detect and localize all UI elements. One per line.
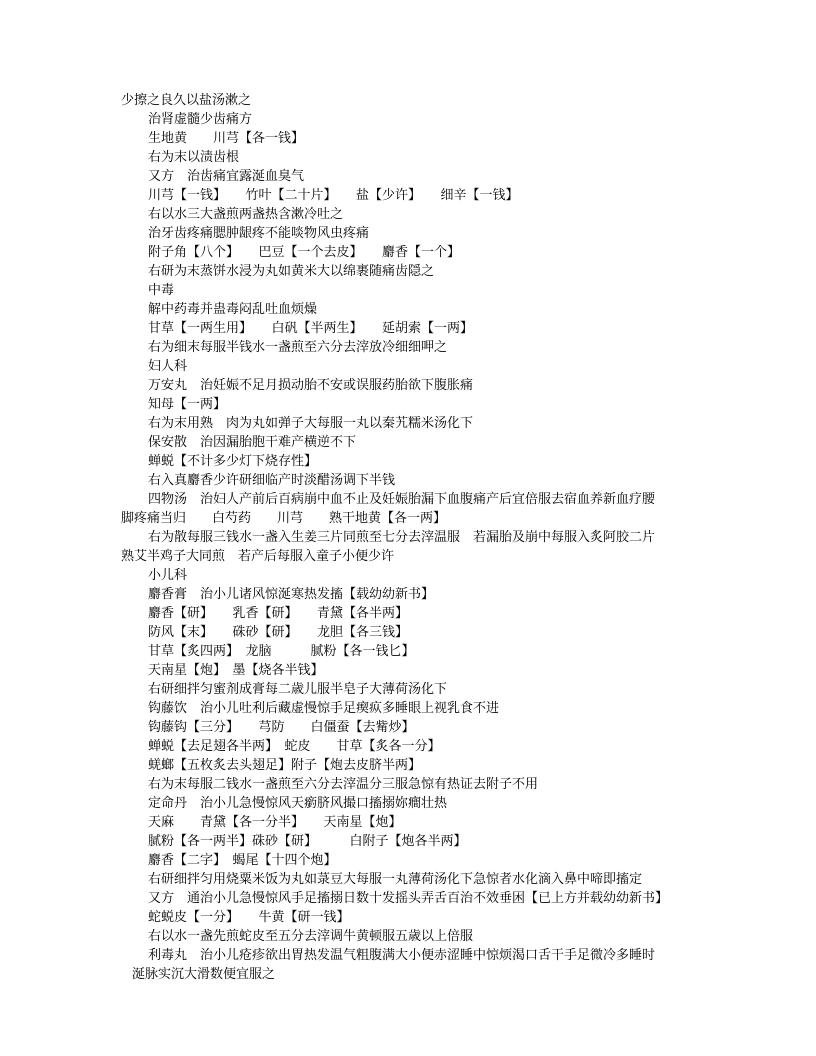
text-line: 解中药毒并蛊毒闷乱吐血烦燥: [148, 302, 318, 317]
text-line: 蝉蜕【去足翅各半两】 蛇皮 甘草【炙各一分】: [148, 739, 441, 754]
text-line: 知母【一两】: [148, 397, 227, 412]
text-line: 钩藤钩【三分】 芎防 白僵蚕【去觜炒】: [148, 720, 415, 735]
text-line: 又方 通治小儿急慢惊风手足搐搦日数十发摇头弄舌百治不效垂困【已上方并载幼幼新书】: [148, 891, 669, 906]
text-line: 附子角【八个】 巴豆【一个去皮】 麝香【一个】: [148, 245, 461, 260]
text-line: 防风【末】 硃砂【研】 龙胆【各三钱】: [148, 625, 409, 640]
document-page: [0, 91, 816, 984]
text-line: 治牙齿疼痛腮肿龈疼不能啖物风虫疼痛: [148, 226, 370, 241]
section-heading: 小儿科: [148, 568, 188, 583]
text-line: 保安散 治因漏胎胞干难产横逆不下: [148, 435, 357, 450]
text-line: 右研为末蒸饼水浸为丸如黄米大以绵裹随痛齿隠之: [148, 264, 435, 279]
text-line: 定命丹 治小儿急慢惊风天瘹脐风撮口搐搦妳癎壮热: [148, 796, 448, 811]
text-line: 甘草【炙四两】 龙脑 腻粉【各一钱匕】: [148, 644, 415, 659]
text-line: 右为末以渍齿根: [148, 150, 240, 165]
text-line: 涎脉实沉大滑数便宜服之: [132, 967, 276, 982]
text-line: 熟艾半鸡子大同煎 若产后每服入童子小便少许: [121, 549, 395, 564]
text-line: 又方 治齿痛宜露涎血臭气: [148, 169, 305, 184]
text-line: 钩藤饮 治小儿吐利后藏虚慢惊手足瘈疭多睡眼上视乳食不进: [148, 701, 500, 716]
text-line: 蛇蜕皮【一分】 牛黄【研一钱】: [148, 910, 350, 925]
text-line: 川芎【一钱】 竹叶【二十片】 盐【少许】 细辛【一钱】: [148, 188, 519, 203]
text-line: 天麻 青黛【各一分半】 天南星【炮】: [148, 815, 402, 830]
text-line: 四物汤 治妇人产前后百病崩中血不止及妊娠胎漏下血腹痛产后宜倍服去宿血养新血疗腰: [148, 492, 656, 507]
text-line: 麝香【研】 乳香【研】 青黛【各半两】: [148, 606, 409, 621]
text-line: 右以水一盏先煎蛇皮至五分去滓调牛黄顿服五歳以上倍服: [148, 929, 474, 944]
text-line: 麝香【二字】 蝎尾【十四个炮】: [148, 853, 337, 868]
text-line: 右为末每服二钱水一盏煎至六分去滓温分三服急惊有热证去附子不用: [148, 777, 539, 792]
text-line: 治肾虚髓少齿痛方: [148, 112, 253, 127]
text-line: 麝香膏 治小儿诸风惊涎寒热发搐【载幼幼新书】: [148, 587, 435, 602]
text-line: 腻粉【各一两半】硃砂【研】 白附子【炮各半两】: [148, 834, 467, 849]
section-heading: 妇人科: [148, 359, 188, 374]
text-line: 少擦之良久以盐汤漱之: [121, 93, 252, 108]
text-line: 蜣螂【五枚炙去头翅足】附子【炮去皮脐半两】: [148, 758, 422, 773]
text-line: 生地黄 川芎【各一钱】: [148, 131, 305, 146]
text-line: 万安丸 治妊娠不足月损动胎不安或误服药胎欲下腹胀痛: [148, 378, 474, 393]
text-line: 甘草【一两生用】 白矾【半两生】 延胡索【一两】: [148, 321, 474, 336]
text-line: 右为散每服三钱水一盏入生姜三片同煎至七分去滓温服 若漏胎及崩中每服入炙阿胶二片: [148, 530, 656, 545]
text-line: 利毒丸 治小儿疮疹欲出胃热发温气粗腹满大小便赤涩睡中惊烦渴口舌干手足微冷多睡时: [148, 948, 656, 963]
text-line: 天南星【炮】 墨【烧各半钱】: [148, 663, 324, 678]
section-heading: 中毒: [148, 283, 175, 298]
text-line: 右入真麝香少许研细临产时淡醋汤调下半钱: [148, 473, 396, 488]
text-line: 脚疼痛当归 白芍药 川芎 熟干地黄【各一两】: [121, 511, 447, 526]
text-line: 右研细拌匀蜜剂成膏每二歳儿服半皂子大薄荷汤化下: [148, 682, 448, 697]
text-line: 右研细拌匀用烧粟米饭为丸如菉豆大每服一丸薄荷汤化下急惊者水化滴入鼻中啼即搐定: [148, 872, 643, 887]
text-line: 右为末用熟 肉为丸如弹子大每服一丸以秦艽糯米汤化下: [148, 416, 474, 431]
text-line: 右以水三大盏煎两盏热含漱冷吐之: [148, 207, 344, 222]
text-line: 蝉蜕【不计多少灯下烧存性】: [148, 454, 318, 469]
text-line: 右为细末每服半钱水一盏煎至六分去滓放冷细细呷之: [148, 340, 448, 355]
